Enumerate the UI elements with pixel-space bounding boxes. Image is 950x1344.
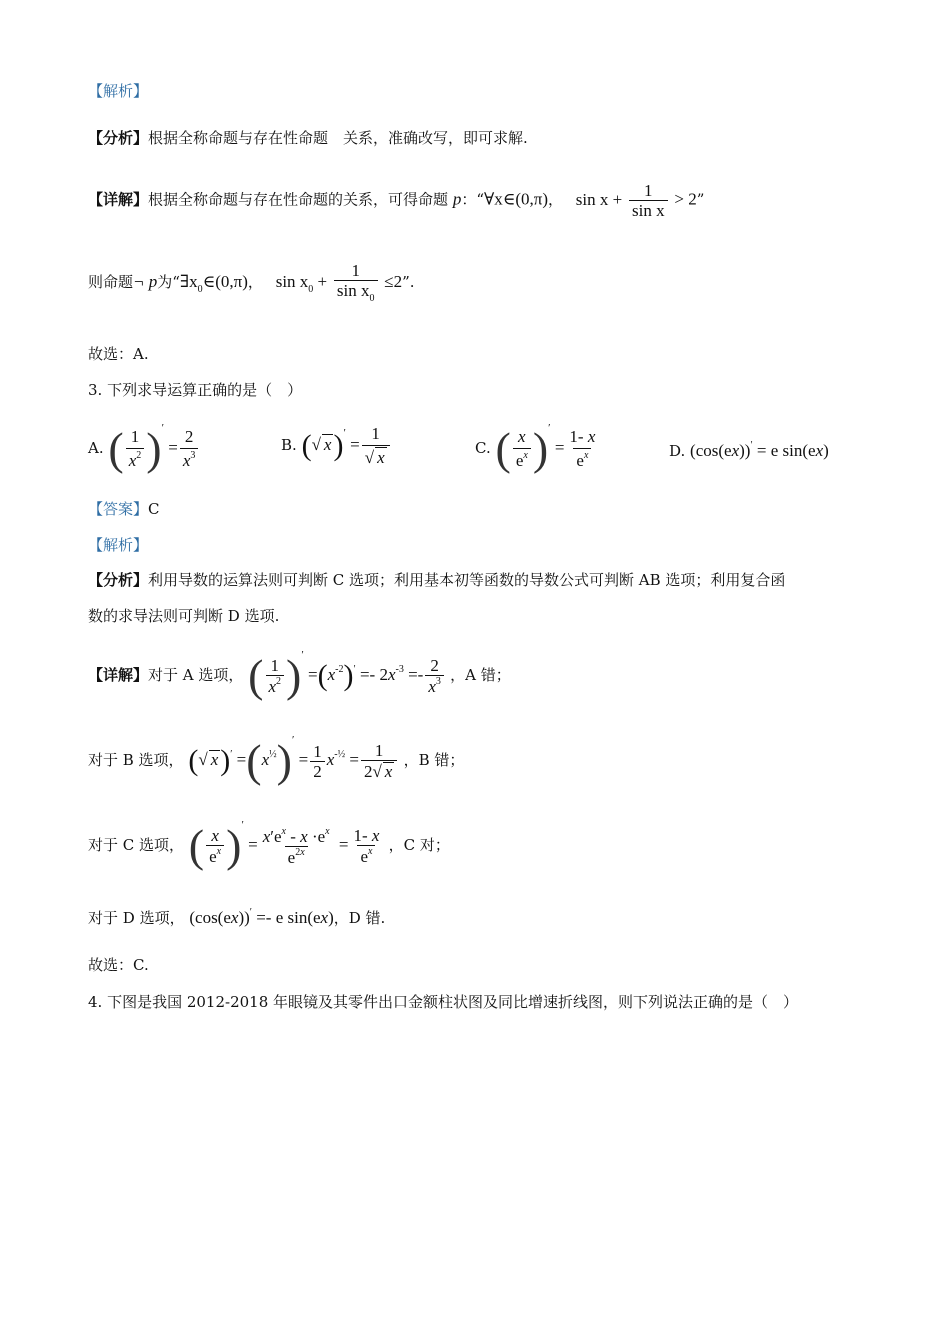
exists-domain: ∈(0,π) xyxy=(202,272,248,291)
option-d-label: D. xyxy=(669,442,686,460)
detail-a-prefix: 对于 A 选项， xyxy=(148,666,244,684)
option-a-formula: ( $\frac{1}{x^2}$ )′ = $\frac{2}{x^3}$ xyxy=(108,438,200,457)
detail-d-formula: (cos(ex))′ =- e sin(ex) xyxy=(189,907,334,927)
option-d-formula: (cos(ex))′ = e sin(ex) xyxy=(690,440,829,460)
sin-x0-sub: 0 xyxy=(308,284,314,295)
detail-c-suffix: ，C 对； xyxy=(388,836,450,854)
sin-x0: $\sin x_0$ + xyxy=(275,272,328,295)
detail-label: 【详解】 xyxy=(88,190,149,209)
option-d xyxy=(669,440,829,461)
negation-p: ¬ p xyxy=(133,272,158,291)
den-text: sin x xyxy=(336,281,370,300)
inequality-sin: sin x + xyxy=(575,189,623,209)
detail-d xyxy=(88,908,385,926)
analysis-paragraph xyxy=(88,131,528,146)
fraction-one-over-sinx0 xyxy=(334,262,378,304)
option-b xyxy=(281,424,392,468)
negation-prefix: 则命题 xyxy=(88,273,134,291)
exists-expression xyxy=(179,272,248,295)
exists-symbol: ∃x xyxy=(179,272,198,291)
detail-a xyxy=(88,649,511,702)
answer-line xyxy=(88,502,160,517)
answer-value: C xyxy=(148,500,160,518)
fraction-one-over-sinx xyxy=(629,182,668,219)
question-3-title: 3. 下列求导运算正确的是（ ） xyxy=(88,381,303,399)
detail-a-formula: ( $\frac{1}{x^2}$ )$' =(x^{-2})' =- 2x^{-3}$ =- $\frac{2}{x^3}$ xyxy=(248,665,450,684)
detail-c-prefix: 对于 C 选项， xyxy=(88,836,185,854)
sin-x0-text: sin x xyxy=(275,272,309,291)
detail-paragraph xyxy=(88,182,704,219)
forall-expression: ∀x∈(0,π) xyxy=(483,189,548,209)
fraction-numerator: 1 xyxy=(644,181,653,200)
choice-2: 故选：C. xyxy=(88,956,149,974)
den-sub: 0 xyxy=(369,293,375,304)
detail-b-prefix: 对于 B 选项， xyxy=(88,751,184,769)
greater-than-two: > 2 xyxy=(674,189,697,209)
proposition-p: p xyxy=(452,189,462,209)
analysis-paragraph-2 xyxy=(88,573,785,588)
comma: ， xyxy=(547,190,563,209)
detail-text: 根据全称命题与存在性命题的关系，可得命题 xyxy=(148,190,449,209)
less-equal-two: ≤2 xyxy=(384,272,403,291)
option-c-label: C. xyxy=(475,439,491,457)
choice-1: 故选：A. xyxy=(88,345,149,363)
detail-b-formula: (√ $x)' =(x^{\frac{1}{2}})'$ = $\frac{1}{2}$ $x^{-\frac{1}{2}}$ = $\frac{1}{2√ x}$ xyxy=(188,750,403,769)
analysis-label-2: 【分析】 xyxy=(88,571,149,589)
exists-subscript: 0 xyxy=(197,284,203,295)
option-b-formula: (√ x)′ = $\frac{1}{√ x}$ xyxy=(302,435,392,454)
question-4-title: 4. 下图是我国 2012-2018 年眼镜及其零件出口金额柱状图及同比增速折线图，则下列说法正确的是（ ） xyxy=(88,993,799,1011)
analysis-tag: 【解析】 xyxy=(88,82,149,100)
option-c xyxy=(475,422,600,475)
quote-close: ” xyxy=(696,190,705,209)
detail-label-2: 【详解】 xyxy=(88,666,149,684)
detail-c xyxy=(88,819,450,872)
detail-d-suffix: ，D 错. xyxy=(333,909,386,927)
analysis-tag-2: 【解析】 xyxy=(88,536,149,554)
option-c-formula: ( $\frac{x}{e^x}$ )′ = $\frac{1- x}{e^x}$ xyxy=(495,422,596,475)
negation-paragraph xyxy=(88,262,415,304)
option-a-label: A. xyxy=(88,439,104,457)
detail-c-formula: ( $\frac{x}{e^x}$ )′ = $\frac{x'e^x - x \cdot e^x}{e^{2x}}$ = $\frac{1- x}{e^x}$ xyxy=(188,819,380,872)
answer-label: 【答案】 xyxy=(88,500,149,518)
analysis-line-2: 数的求导法则可判断 D 选项. xyxy=(88,607,280,625)
option-b-label: B. xyxy=(281,435,297,454)
detail-b-suffix: ，B 错； xyxy=(403,751,465,769)
end-quote: ”. xyxy=(402,273,415,291)
fraction-denominator xyxy=(334,280,378,304)
option-a xyxy=(88,422,200,475)
detail-a-suffix: ，A 错； xyxy=(450,666,511,684)
analysis-line-1: 利用导数的运算法则可判断 C 选项；利用基本初等函数的导数公式可判断 AB 选项；利用复合函 xyxy=(148,571,786,589)
comma: ， xyxy=(247,273,263,291)
fraction-numerator: 1 xyxy=(351,261,360,280)
analysis-text: 根据全称命题与存在性命题 关系，准确改写，即可求解. xyxy=(148,129,528,147)
analysis-label: 【分析】 xyxy=(88,129,149,147)
quote-open: ：“ xyxy=(461,190,484,209)
negation-mid: 为“ xyxy=(157,273,180,291)
detail-b xyxy=(88,734,465,787)
detail-d-prefix: 对于 D 选项， xyxy=(88,909,185,927)
fraction-denominator: sin x xyxy=(629,200,668,219)
